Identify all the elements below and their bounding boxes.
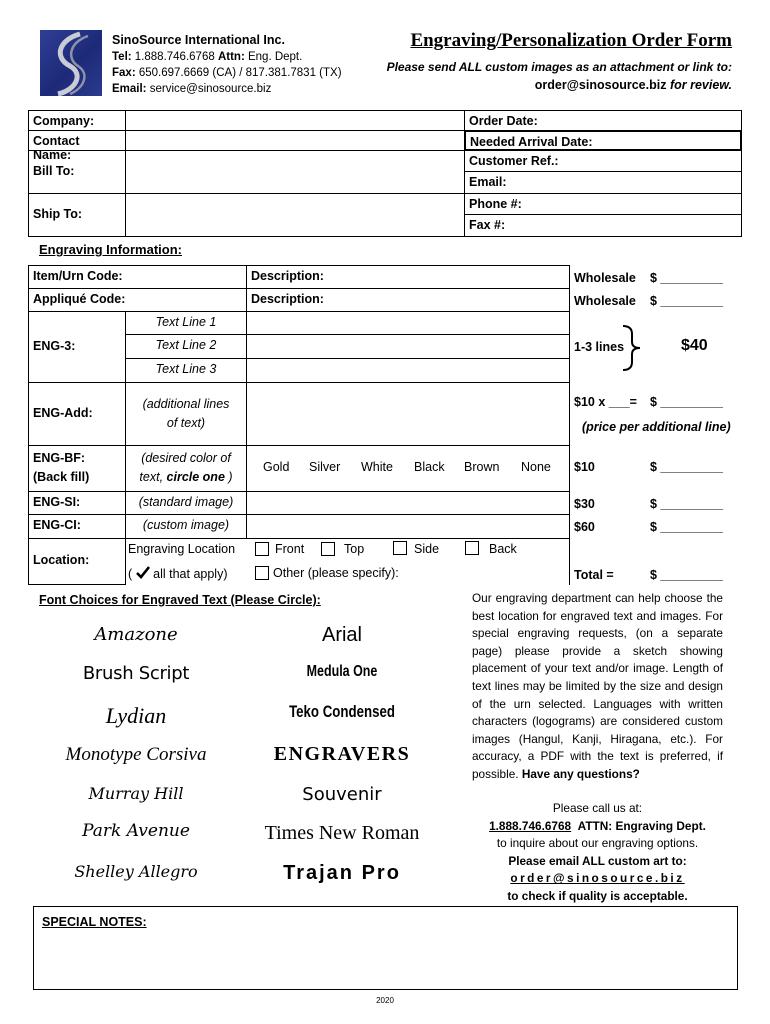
engadd-price[interactable]: $10 x ___=: [574, 395, 637, 409]
contact-name-label: Contact Name:: [28, 130, 126, 151]
info-phone[interactable]: 1.888.746.6768: [489, 818, 572, 833]
company-field[interactable]: [125, 110, 465, 131]
contact-name-field[interactable]: [125, 130, 465, 151]
font-trajan-pro[interactable]: Trajan Pro: [283, 862, 401, 884]
item-code-label: Item/Urn Code:: [28, 265, 247, 289]
font-medula-one[interactable]: Medula One: [306, 663, 378, 680]
info-contact: Please call us at: 1.888.746.6768 ATTN: Engraving Dept. to inquire about our engraving options. Please email ALL custom art to: order@sinosource.biz to check if quality is acceptable.: [472, 800, 723, 906]
wholesale-label: Wholesale: [574, 294, 636, 308]
form-instructions-email: order@sinosource.biz for review.: [534, 78, 732, 92]
text-line-2-label: Text Line 2: [125, 334, 247, 359]
font-amazone[interactable]: Amazone: [94, 624, 178, 645]
special-notes-box[interactable]: [33, 906, 738, 990]
engci-note: (custom image): [125, 514, 247, 539]
font-murray-hill[interactable]: Murray Hill: [88, 784, 184, 803]
engsi-note: (standard image): [125, 491, 247, 515]
brace-icon: [620, 324, 648, 372]
side-checkbox[interactable]: [393, 541, 407, 555]
ship-to-field[interactable]: [125, 193, 465, 237]
font-shelley-allegro[interactable]: Shelley Allegro: [74, 862, 198, 881]
engsi-field[interactable]: [246, 491, 570, 515]
other-checkbox[interactable]: [255, 566, 269, 580]
company-label: Company:: [28, 110, 126, 131]
front-checkbox[interactable]: [255, 542, 269, 556]
order-date-field[interactable]: Order Date:: [464, 110, 742, 131]
side-label: Side: [414, 542, 440, 556]
item-description-field[interactable]: Description:: [246, 265, 570, 289]
engci-field[interactable]: [246, 514, 570, 539]
applique-description-field[interactable]: Description:: [246, 288, 570, 312]
wholesale-blank[interactable]: $ _________: [650, 294, 723, 308]
text-line-3-label: Text Line 3: [125, 358, 247, 383]
applique-code-label: Appliqué Code:: [28, 288, 247, 312]
footer-year: 2020: [376, 996, 394, 1005]
color-brown[interactable]: Brown: [464, 460, 500, 474]
text-line-1-label: Text Line 1: [125, 311, 247, 335]
fax-field[interactable]: Fax #:: [464, 214, 742, 237]
company-logo: [40, 30, 102, 96]
color-silver[interactable]: Silver: [309, 460, 341, 474]
company-name: SinoSource International Inc.: [112, 33, 285, 47]
top-label: Top: [344, 542, 365, 556]
font-teko-condensed[interactable]: Teko Condensed: [289, 702, 395, 721]
font-park-avenue[interactable]: Park Avenue: [82, 821, 190, 841]
engsi-blank[interactable]: $ _________: [650, 497, 723, 511]
phone-field[interactable]: Phone #:: [464, 193, 742, 215]
company-email: Email: service@sinosource.biz: [112, 83, 272, 95]
engbf-blank[interactable]: $ _________: [650, 460, 723, 474]
special-notes-label: SPECIAL NOTES:: [42, 915, 147, 929]
font-souvenir[interactable]: Souvenir: [302, 784, 382, 805]
other-label: Other (please specify):: [273, 566, 399, 580]
bill-to-label: Bill To:: [28, 150, 126, 194]
engraving-heading: Engraving Information:: [39, 242, 182, 257]
location-note-apply: ( all that apply): [128, 567, 228, 581]
email-field[interactable]: Email:: [464, 171, 742, 194]
wholesale-blank[interactable]: $ _________: [650, 271, 723, 285]
eng3-label: ENG-3:: [28, 311, 126, 383]
engbf-price: $10: [574, 460, 595, 474]
font-monotype-corsiva[interactable]: Monotype Corsiva: [65, 744, 207, 765]
font-choices-heading: Font Choices for Engraved Text (Please Circle):: [39, 593, 321, 607]
company-phone: Tel: 1.888.746.6768 Attn: Eng. Dept.: [112, 51, 303, 63]
back-checkbox[interactable]: [465, 541, 479, 555]
location-note: Engraving Location: [128, 542, 236, 556]
front-label: Front: [275, 542, 305, 556]
engadd-blank[interactable]: $ _________: [650, 395, 723, 409]
arrival-date-field[interactable]: Needed Arrival Date:: [464, 130, 742, 151]
font-times-new-roman[interactable]: Times New Roman: [264, 822, 420, 844]
bill-to-field[interactable]: [125, 150, 465, 194]
company-fax: Fax: 650.697.6669 (CA) / 817.381.7831 (TX): [112, 67, 342, 79]
engsi-price: $30: [574, 497, 595, 511]
engadd-price-note: (price per additional line): [582, 420, 731, 434]
engadd-note: (additional lines of text): [125, 382, 247, 446]
engci-blank[interactable]: $ _________: [650, 520, 723, 534]
checkmark-icon: [136, 566, 150, 579]
total-blank[interactable]: $ _________: [650, 568, 723, 582]
font-engravers[interactable]: ENGRAVERS: [273, 743, 411, 765]
engsi-label: ENG-SI:: [28, 491, 126, 515]
font-arial[interactable]: Arial: [321, 624, 362, 646]
font-lydian[interactable]: Lydian: [105, 703, 167, 728]
info-paragraph: Our engraving department can help choose the best location for engraved text and images. For special engraving requests, (on a separate page) please provide a sketch showing placement of your text and/or image. Length of text lines may be limited by the size and design of the urn selected. Languages with written characters (logograms) are considered custom images (Hangul, Kanji, Hiragana, etc.). For accuracy, a PDF with the text is preferred, if possible. Have any questions?: [472, 591, 723, 781]
color-white[interactable]: White: [361, 460, 393, 474]
engci-price: $60: [574, 520, 595, 534]
wholesale-label: Wholesale: [574, 271, 636, 285]
lines-price: $40: [681, 337, 708, 354]
back-label: Back: [489, 542, 517, 556]
color-black[interactable]: Black: [414, 460, 445, 474]
customer-ref-field[interactable]: Customer Ref.:: [464, 150, 742, 172]
top-checkbox[interactable]: [321, 542, 335, 556]
text-line-3-field[interactable]: [246, 358, 570, 383]
form-title: Engraving/Personalization Order Form: [410, 30, 732, 51]
ship-to-label: Ship To:: [28, 193, 126, 237]
engadd-label: ENG-Add:: [28, 382, 126, 446]
color-none[interactable]: None: [521, 460, 551, 474]
engbf-label: ENG-BF: (Back fill): [28, 445, 126, 492]
lines-label: 1-3 lines: [574, 340, 625, 354]
engadd-field[interactable]: [246, 382, 570, 446]
info-email-link[interactable]: order@sinosource.biz: [510, 871, 685, 886]
form-instructions: Please send ALL custom images as an attachment or link to:: [386, 60, 732, 74]
total-label: Total =: [574, 568, 614, 582]
text-line-2-field[interactable]: [246, 334, 570, 359]
engci-label: ENG-CI:: [28, 514, 126, 539]
engbf-note: (desired color of text, circle one ): [125, 445, 247, 492]
font-brush-script[interactable]: Brush Script: [82, 663, 190, 684]
color-gold[interactable]: Gold: [263, 460, 290, 474]
text-line-1-field[interactable]: [246, 311, 570, 335]
location-label: Location:: [28, 538, 126, 585]
